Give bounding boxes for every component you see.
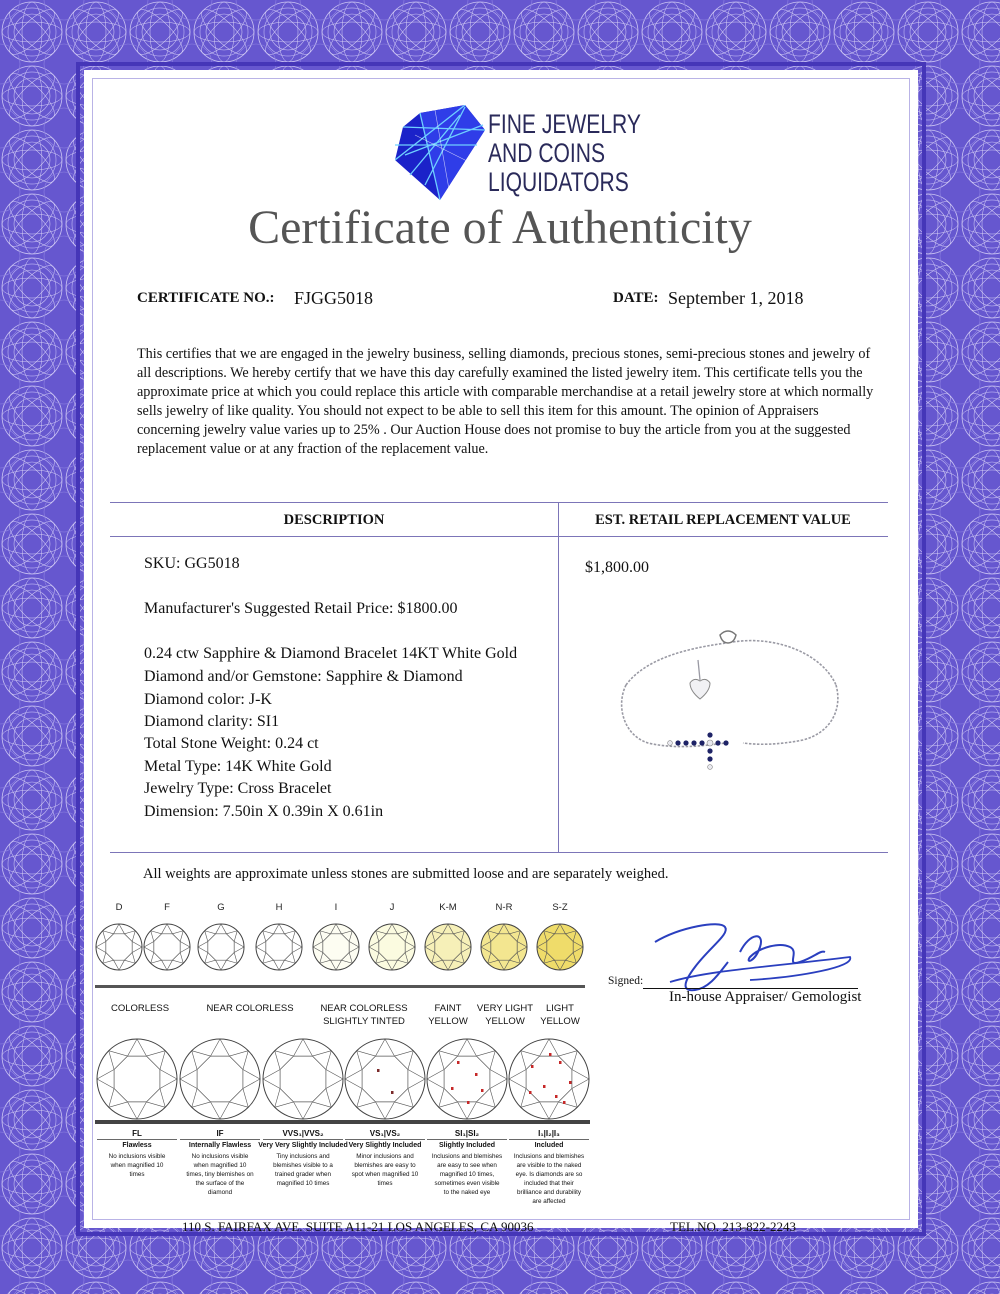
color-grade-label: J — [389, 902, 395, 913]
clarity-divider — [180, 1139, 260, 1140]
color-grade-label: S-Z — [552, 902, 568, 913]
clarity-description: are affected — [532, 1198, 566, 1205]
detail-line: 0.24 ctw Sapphire & Diamond Bracelet 14KT White Gold — [144, 645, 518, 662]
footer-phone: TEL.NO. 213-822-2243 — [670, 1219, 797, 1234]
color-category: YELLOW — [540, 1016, 580, 1027]
color-category: LIGHT — [546, 1003, 574, 1014]
clarity-description: blemishes are easy to — [354, 1162, 416, 1169]
clarity-title: Flawless — [122, 1142, 152, 1149]
color-category: YELLOW — [428, 1016, 468, 1027]
clarity-description: Tiny inclusions and — [276, 1153, 330, 1160]
color-category: FAINT — [434, 1003, 462, 1014]
color-grade-label: D — [115, 902, 123, 913]
clarity-title: Very Slightly Included — [348, 1142, 422, 1149]
inclusion-mark — [377, 1069, 380, 1072]
value-header: EST. RETAIL REPLACEMENT VALUE — [595, 512, 851, 528]
inclusion-mark — [559, 1061, 562, 1064]
clarity-description: spot when magnified 10 — [351, 1171, 419, 1178]
detail-line: Diamond color: J-K — [144, 691, 272, 708]
signed-label: Signed: — [608, 975, 644, 987]
detail-line: Jewelry Type: Cross Bracelet — [144, 780, 332, 797]
retail-value: $1,800.00 — [585, 559, 649, 576]
color-grade-gem — [313, 924, 359, 970]
inclusion-mark — [531, 1065, 534, 1068]
clarity-grade-gem — [345, 1039, 425, 1119]
clarity-description: Inclusions and blemishes — [431, 1153, 503, 1160]
certificate-title: Certificate of Authenticity — [248, 201, 752, 254]
color-grade-label: G — [217, 902, 225, 913]
msrp: Manufacturer's Suggested Retail Price: $1800.00 — [144, 600, 458, 617]
inclusion-mark — [563, 1101, 566, 1104]
brand-logo-text — [488, 110, 641, 197]
clarity-title: Internally Flawless — [188, 1142, 252, 1149]
clarity-description: diamond — [207, 1189, 233, 1196]
date-label: DATE: — [613, 290, 659, 306]
clarity-description: brilliance and durability — [516, 1189, 582, 1196]
clarity-description: sometimes even visible — [434, 1180, 500, 1187]
detail-line: Metal Type: 14K White Gold — [144, 758, 332, 775]
color-grade-label: F — [164, 902, 170, 913]
weights-note: All weights are approximate unless stones are submitted loose and are separately weighed. — [143, 866, 669, 882]
color-grade-gem — [144, 924, 190, 970]
clarity-grade-gem — [263, 1039, 343, 1119]
color-grade-label: H — [275, 902, 283, 913]
color-grade-gem — [537, 924, 583, 970]
clarity-grade: VS₁|VS₂ — [369, 1129, 401, 1138]
color-grade-gem — [198, 924, 244, 970]
detail-line: Diamond and/or Gemstone: Sapphire & Diamond — [144, 668, 463, 685]
clarity-description: No inclusions visible — [191, 1153, 249, 1160]
clarity-title: Very Very Slightly Included — [258, 1142, 348, 1149]
color-grade-gem — [96, 924, 142, 970]
color-grade-label: I — [334, 902, 338, 913]
color-category: NEAR COLORLESS — [206, 1003, 294, 1014]
detail-line: Dimension: 7.50in X 0.39in X 0.61in — [144, 803, 384, 820]
color-grade-label: K-M — [439, 902, 457, 913]
clarity-description: times — [377, 1180, 393, 1187]
inclusion-mark — [549, 1053, 552, 1056]
clarity-description: eye. Is diamonds are so — [515, 1171, 583, 1178]
clarity-grade-gem — [180, 1039, 260, 1119]
inclusion-mark — [529, 1091, 532, 1094]
clarity-description: Inclusions and blemishes — [513, 1153, 585, 1160]
color-scale-chart — [95, 900, 585, 1030]
clarity-title: Included — [534, 1142, 564, 1149]
clarity-grade-gem — [427, 1039, 507, 1119]
clarity-grade: FL — [132, 1129, 142, 1138]
color-grade-gem — [369, 924, 415, 970]
clarity-description: the surface of the — [195, 1180, 245, 1187]
brand-line-3: LIQUIDATORS — [488, 167, 629, 197]
clarity-divider — [97, 1139, 177, 1140]
clarity-divider — [345, 1139, 425, 1140]
clarity-divider — [509, 1139, 589, 1140]
clarity-description: blemishes visible to a — [273, 1162, 333, 1169]
table-header-rule — [110, 536, 888, 537]
description-header: DESCRIPTION — [283, 512, 385, 528]
color-category: YELLOW — [485, 1016, 525, 1027]
clarity-grade: VVS₁|VVS₂ — [282, 1129, 324, 1138]
color-category: NEAR COLORLESS — [320, 1003, 408, 1014]
clarity-description: included that their — [524, 1180, 574, 1187]
clarity-description: times, tiny blemishes on — [186, 1171, 254, 1178]
brand-line-2: AND COINS — [488, 138, 606, 168]
appraiser-title: In-house Appraiser/ Gemologist — [669, 989, 862, 1005]
inclusion-mark — [481, 1089, 484, 1092]
detail-line: Total Stone Weight: 0.24 ct — [144, 735, 319, 752]
clarity-grade-gem — [509, 1039, 589, 1119]
clarity-description: Minor inclusions and — [356, 1153, 414, 1160]
clarity-grade: IF — [216, 1129, 224, 1138]
bracelet-image — [608, 625, 858, 775]
certificate-date: September 1, 2018 — [668, 288, 804, 308]
color-category: SLIGHTLY TINTED — [323, 1016, 405, 1027]
clarity-grade-gem — [97, 1039, 177, 1119]
color-category: COLORLESS — [110, 1003, 170, 1014]
clarity-description: magnified 10 times, — [439, 1171, 495, 1178]
inclusion-mark — [451, 1087, 454, 1090]
clarity-description: when magnified 10 — [110, 1162, 164, 1169]
inclusion-mark — [391, 1091, 394, 1094]
clarity-title: Slightly Included — [438, 1142, 496, 1149]
inclusion-mark — [475, 1073, 478, 1076]
color-grade-label: N-R — [495, 902, 513, 913]
clarity-description: are easy to see when — [437, 1162, 497, 1169]
clarity-divider — [263, 1139, 343, 1140]
detail-line: Diamond clarity: SI1 — [144, 713, 280, 730]
clarity-description: are visible to the naked — [516, 1162, 582, 1169]
clarity-scale-chart — [95, 1035, 590, 1215]
table-column-divider — [558, 502, 559, 852]
inclusion-mark — [543, 1085, 546, 1088]
color-grade-gem — [425, 924, 471, 970]
certificate-number: FJGG5018 — [294, 288, 374, 308]
sku: SKU: GG5018 — [144, 555, 240, 572]
brand-line-1: FINE JEWELRY — [488, 109, 641, 139]
inclusion-mark — [457, 1061, 460, 1064]
color-grade-gem — [481, 924, 527, 970]
clarity-description: No inclusions visible — [108, 1153, 166, 1160]
clarity-description: times — [129, 1171, 145, 1178]
footer-address: 110 S. FAIRFAX AVE. SUITE A11-21 LOS ANGELES, CA 90036 — [182, 1219, 534, 1234]
clarity-description: magnified 10 times — [276, 1180, 330, 1187]
inclusion-mark — [569, 1081, 572, 1084]
clarity-description: trained grader when — [274, 1171, 332, 1178]
clarity-description: when magnified 10 — [193, 1162, 247, 1169]
table-top-rule — [110, 502, 888, 503]
clarity-grade: I₁|I₂|I₃ — [538, 1129, 560, 1138]
weights-divider — [110, 852, 888, 853]
color-grade-gem — [256, 924, 302, 970]
intro-paragraph: This certifies that we are engaged in the jewelry business, selling diamonds, precious stones, semi-precious stones and jewelry of all descriptions. We hereby certify that we have this day carefully examined the listed jewelry item. This certificate tells you the approximate price at which you could replace this article with comparable merchandise at a retail jewelry store at which normally sells jewelry of like quality. You should not expect to be able to sell this item for this amount. The opinion of Appraisers concerning jewelry value varies up to 25% . Our Auction House does not promise to buy the article from you at the suggested replacement value or at any fraction of the replacement value. — [137, 346, 874, 457]
certificate-number-label: CERTIFICATE NO.: — [137, 290, 275, 306]
inclusion-mark — [467, 1101, 470, 1104]
clarity-grade: SI₁|SI₂ — [454, 1129, 480, 1138]
clarity-divider — [427, 1139, 507, 1140]
color-category: VERY LIGHT — [476, 1003, 534, 1014]
clarity-description: to the naked eye — [443, 1189, 491, 1196]
inclusion-mark — [555, 1095, 558, 1098]
